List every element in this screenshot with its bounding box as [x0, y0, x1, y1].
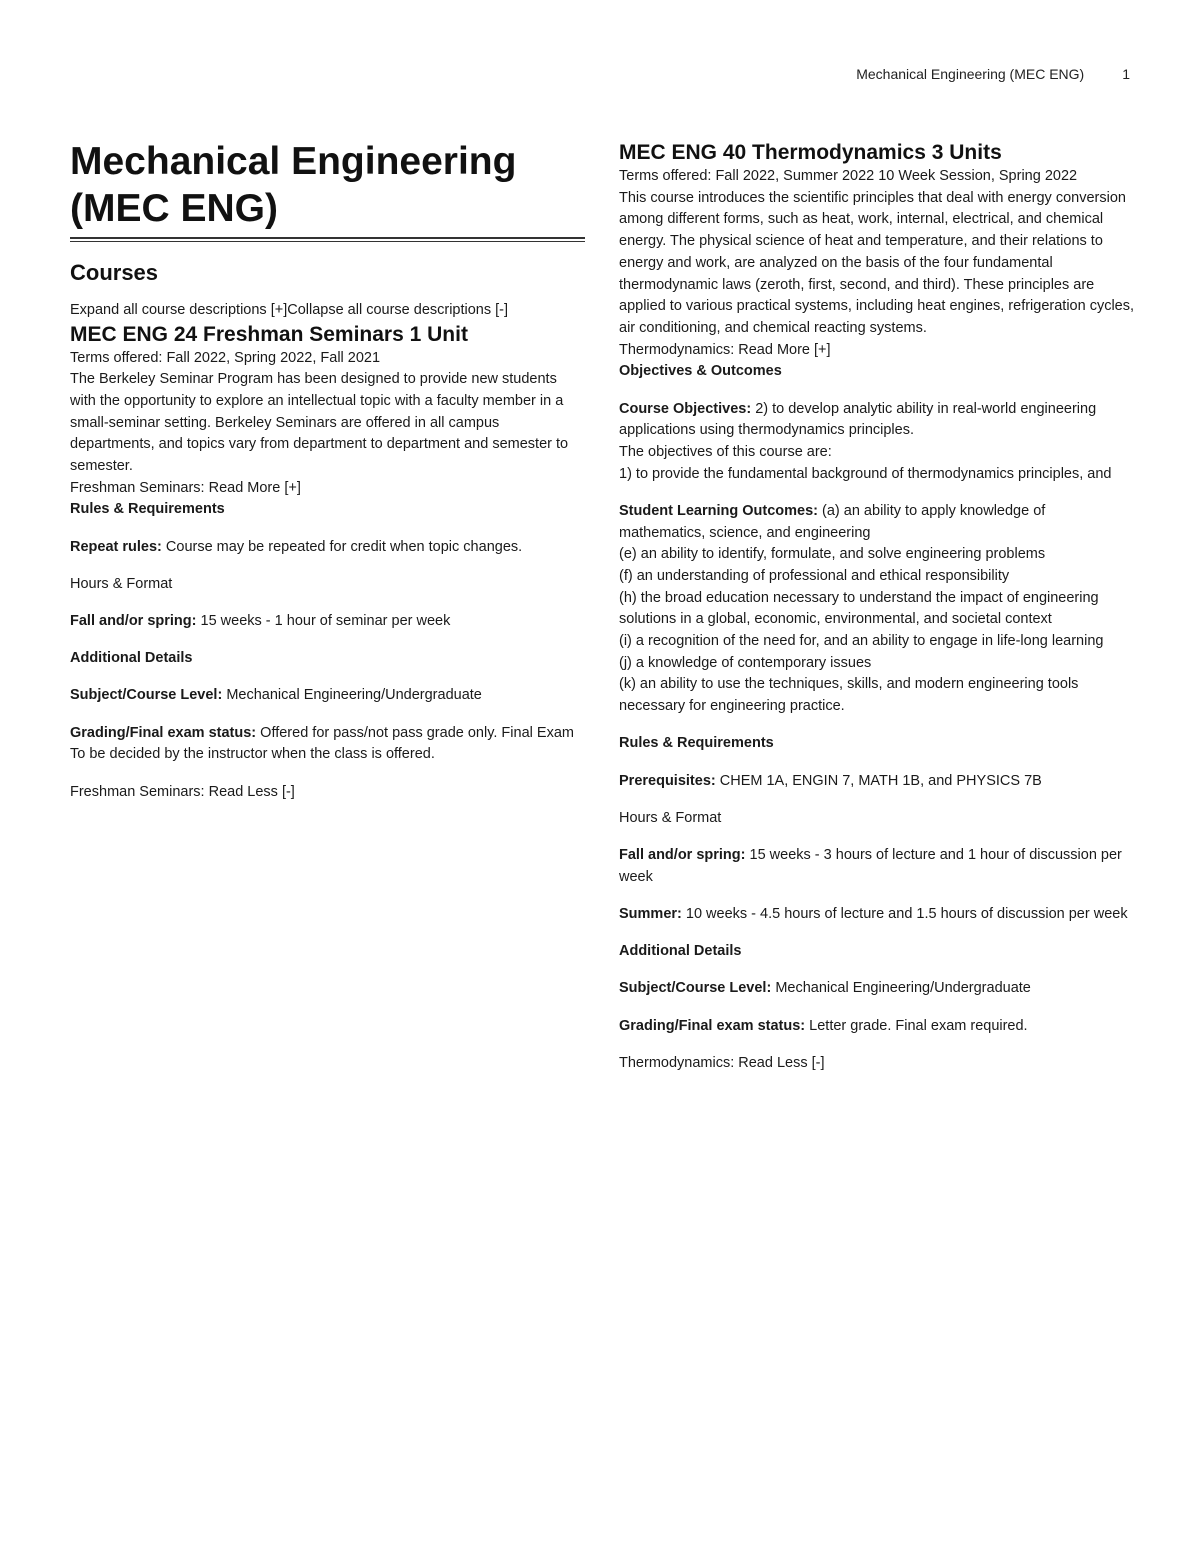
prereq-value: CHEM 1A, ENGIN 7, MATH 1B, and PHYSICS 7B — [715, 772, 1042, 789]
objectives-line: The objectives of this course are: — [619, 443, 832, 460]
fall-spring-hours — [70, 611, 585, 633]
course-objectives-label: Course Objectives: — [619, 400, 752, 417]
page-title — [70, 138, 585, 232]
additional-heading: Additional Details — [70, 650, 193, 667]
collapse-all-link[interactable]: Collapse all course descriptions [-] — [287, 302, 509, 318]
running-title: Mechanical Engineering (MEC ENG) — [856, 66, 1085, 82]
prerequisites — [619, 771, 1134, 793]
course-terms: Terms offered: Fall 2022, Spring 2022, Fall 2021 — [70, 349, 381, 366]
outcome-item: (k) an ability to use the techniques, skills, and modern engineering tools necessary for engineering practice. — [619, 676, 1079, 715]
page-title-line1: Mechanical Engineering — [70, 140, 517, 183]
summer-value: 10 weeks - 4.5 hours of lecture and 1.5 hours of discussion per week — [681, 905, 1128, 922]
subject-label: Subject/Course Level: — [70, 687, 223, 704]
fall-spring-hours — [619, 845, 1134, 888]
page-number: 1 — [1122, 66, 1130, 82]
outcome-item: (h) the broad education necessary to understand the impact of engineering solutions in a global, economic, environmental, and societal context — [619, 589, 1099, 628]
course-objectives-value: 2) to develop analytic ability in real-world engineering applications using thermodynamics principles. — [619, 400, 1097, 439]
subject-value: Mechanical Engineering/Undergraduate — [771, 980, 1031, 997]
rules-heading: Rules & Requirements — [619, 735, 774, 752]
left-column — [70, 138, 585, 803]
outcome-item: (j) a knowledge of contemporary issues — [619, 654, 872, 671]
slo-label: Student Learning Outcomes: — [619, 502, 818, 519]
outcome-item: (e) an ability to identify, formulate, and solve engineering problems — [619, 546, 1046, 563]
read-more-link[interactable]: Thermodynamics: Read More [+] — [619, 341, 831, 358]
expand-all-link[interactable]: Expand all course descriptions [+] — [70, 302, 288, 318]
course-objectives — [619, 399, 1134, 442]
prereq-label: Prerequisites: — [619, 772, 716, 789]
grading-status — [70, 723, 585, 766]
course-description: This course introduces the scientific principles that deal with energy conversion among different forms, such as heat, work, internal, electrical, and chemical energy. The physical science of heat and temperature, and their relations to energy and work, are analyzed on the basis of the four fundamental thermodynamic laws (zeroth, first, second, and third). These principles are applied to various practical systems, including heat engines, refrigeration cycles, air conditioning, and chemical reacting systems. — [619, 189, 1135, 336]
course-title: MEC ENG 40 Thermodynamics 3 Units — [619, 141, 1002, 164]
expand-collapse-row — [70, 300, 585, 322]
repeat-label: Repeat rules: — [70, 538, 162, 555]
fall-label: Fall and/or spring: — [70, 613, 197, 630]
subject-level — [70, 685, 585, 707]
grading-value: Offered for pass/not pass grade only. Final Exam To be decided by the instructor when the class is offered. — [70, 724, 574, 763]
grading-status — [619, 1016, 1134, 1038]
subject-level — [619, 978, 1134, 1000]
page-header — [856, 66, 1130, 82]
grading-label: Grading/Final exam status: — [619, 1017, 806, 1034]
title-rule — [70, 237, 585, 242]
fall-value: 15 weeks - 3 hours of lecture and 1 hour of discussion per week — [619, 846, 1122, 885]
outcome-item: (f) an understanding of professional and ethical responsibility — [619, 567, 1010, 584]
grading-value: Letter grade. Final exam required. — [805, 1017, 1028, 1034]
subject-label: Subject/Course Level: — [619, 980, 772, 997]
learning-outcomes — [619, 501, 1134, 544]
subject-value: Mechanical Engineering/Undergraduate — [222, 687, 482, 704]
summer-label: Summer: — [619, 905, 682, 922]
objectives-line: 1) to provide the fundamental background of thermodynamics principles, and — [619, 465, 1112, 482]
course-terms: Terms offered: Fall 2022, Summer 2022 10 Week Session, Spring 2022 — [619, 168, 1078, 184]
read-more-link[interactable]: Freshman Seminars: Read More [+] — [70, 479, 301, 496]
page-title-line2: (MEC ENG) — [70, 187, 278, 230]
repeat-value: Course may be repeated for credit when topic changes. — [161, 538, 523, 555]
grading-label: Grading/Final exam status: — [70, 724, 257, 741]
right-column — [619, 140, 1134, 1074]
fall-value: 15 weeks - 1 hour of seminar per week — [196, 613, 451, 630]
fall-label: Fall and/or spring: — [619, 846, 746, 863]
slo-value: (a) an ability to apply knowledge of mathematics, science, and engineering — [619, 502, 1046, 541]
outcome-item: (i) a recognition of the need for, and an ability to engage in life-long learning — [619, 633, 1104, 650]
summer-hours — [619, 904, 1134, 926]
hours-heading: Hours & Format — [70, 575, 173, 592]
additional-heading: Additional Details — [619, 943, 742, 960]
read-less-link[interactable]: Thermodynamics: Read Less [-] — [619, 1054, 825, 1071]
course-title: MEC ENG 24 Freshman Seminars 1 Unit — [70, 322, 468, 346]
course-description: The Berkeley Seminar Program has been designed to provide new students with the opportunity to explore an intellectual topic with a faculty member in a small-seminar setting. Berkeley Seminars are offered in all campus departments, and topics vary from department to department and semester to semester. — [70, 371, 569, 475]
hours-heading: Hours & Format — [619, 809, 722, 826]
rules-heading: Rules & Requirements — [70, 501, 225, 518]
read-less-link[interactable]: Freshman Seminars: Read Less [-] — [70, 783, 295, 800]
courses-heading: Courses — [70, 260, 159, 285]
repeat-rules — [70, 537, 585, 559]
objectives-heading: Objectives & Outcomes — [619, 363, 782, 380]
